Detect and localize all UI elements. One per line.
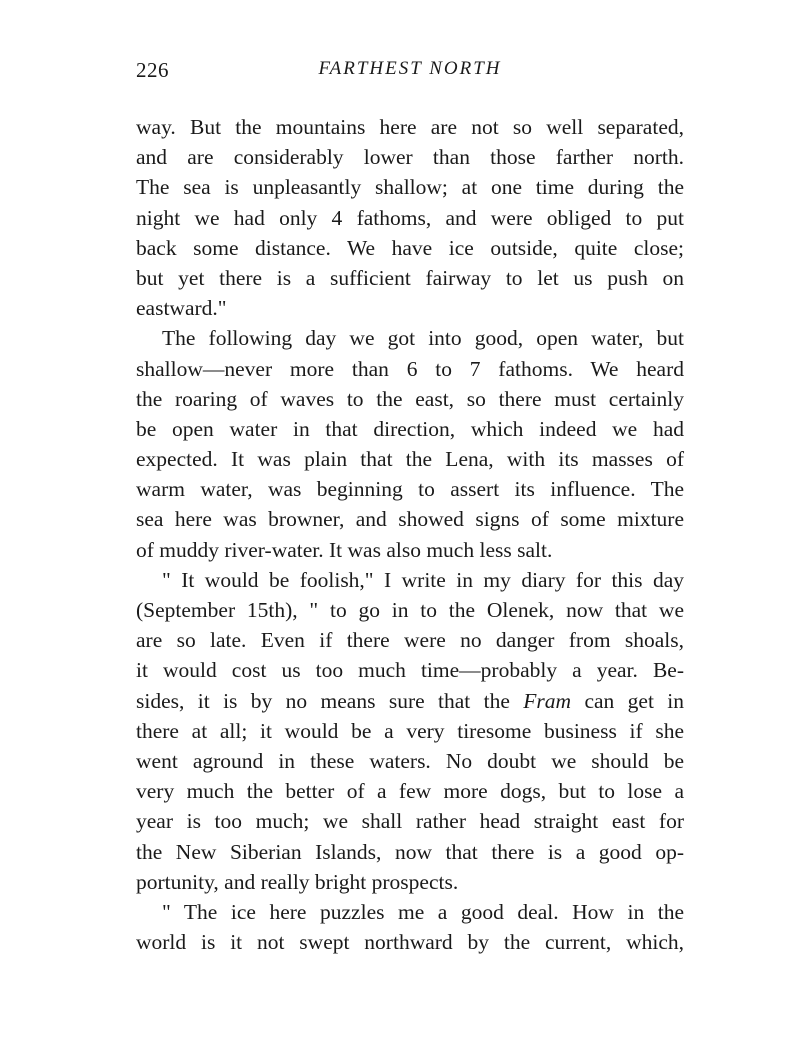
running-head bbox=[136, 58, 684, 88]
text-line: world is it not swept northward by the current, which, bbox=[136, 930, 684, 955]
text-line-with-ship-name bbox=[136, 686, 684, 716]
paragraph-2 bbox=[136, 323, 684, 565]
text-line: " The ice here puzzles me a good deal. How in the bbox=[162, 899, 684, 924]
text-line: it would cost us too much time—probably a year. Be- bbox=[136, 658, 684, 683]
text-line: and are considerably lower than those farther north. bbox=[136, 145, 684, 170]
book-title: FARTHEST NORTH bbox=[318, 58, 502, 79]
text-line-part: can get in bbox=[584, 688, 685, 713]
ship-name: Fram bbox=[523, 688, 572, 713]
text-line: are so late. Even if there were no danger from shoals, bbox=[136, 628, 684, 653]
text-line: the New Siberian Islands, now that there is a good op- bbox=[136, 839, 684, 864]
text-line: very much the better of a few more dogs, but to lose a bbox=[136, 779, 684, 804]
text-line: of muddy river-water. It was also much less salt. bbox=[136, 537, 553, 562]
text-line: but yet there is a sufficient fairway to let us push on bbox=[136, 265, 684, 290]
text-line: " It would be foolish," I write in my diary for this day bbox=[162, 567, 684, 592]
text-line: be open water in that direction, which indeed we had bbox=[136, 416, 684, 441]
paragraph-1 bbox=[136, 112, 684, 323]
text-line: The following day we got into good, open water, but bbox=[162, 326, 684, 351]
text-line: went aground in these waters. No doubt we should be bbox=[136, 748, 684, 773]
text-line: way. But the mountains here are not so well separated, bbox=[136, 115, 684, 139]
text-line: sea here was browner, and showed signs of some mixture bbox=[136, 507, 684, 532]
text-line: warm water, was beginning to assert its influence. The bbox=[136, 477, 684, 502]
text-line: The sea is unpleasantly shallow; at one time during the bbox=[136, 175, 684, 200]
text-line-part: sides, it is by no means sure that the bbox=[136, 688, 510, 713]
text-line: back some distance. We have ice outside, quite close; bbox=[136, 235, 684, 260]
text-line: there at all; it would be a very tiresome business if she bbox=[136, 718, 684, 743]
text-line: the roaring of waves to the east, so there must certainly bbox=[136, 386, 684, 411]
text-line: portunity, and really bright prospects. bbox=[136, 869, 459, 894]
text-line: eastward." bbox=[136, 296, 227, 321]
text-line: (September 15th), " to go in to the Olenek, now that we bbox=[136, 598, 684, 622]
page-number: 226 bbox=[136, 58, 169, 82]
paragraph-3 bbox=[136, 565, 684, 897]
body-text bbox=[136, 112, 684, 957]
text-line: expected. It was plain that the Lena, with its masses of bbox=[136, 447, 684, 472]
paragraph-4 bbox=[136, 897, 684, 957]
text-line: night we had only 4 fathoms, and were obliged to put bbox=[136, 205, 684, 230]
text-line: shallow—never more than 6 to 7 fathoms. We heard bbox=[136, 356, 684, 381]
text-line: year is too much; we shall rather head straight east for bbox=[136, 809, 684, 834]
